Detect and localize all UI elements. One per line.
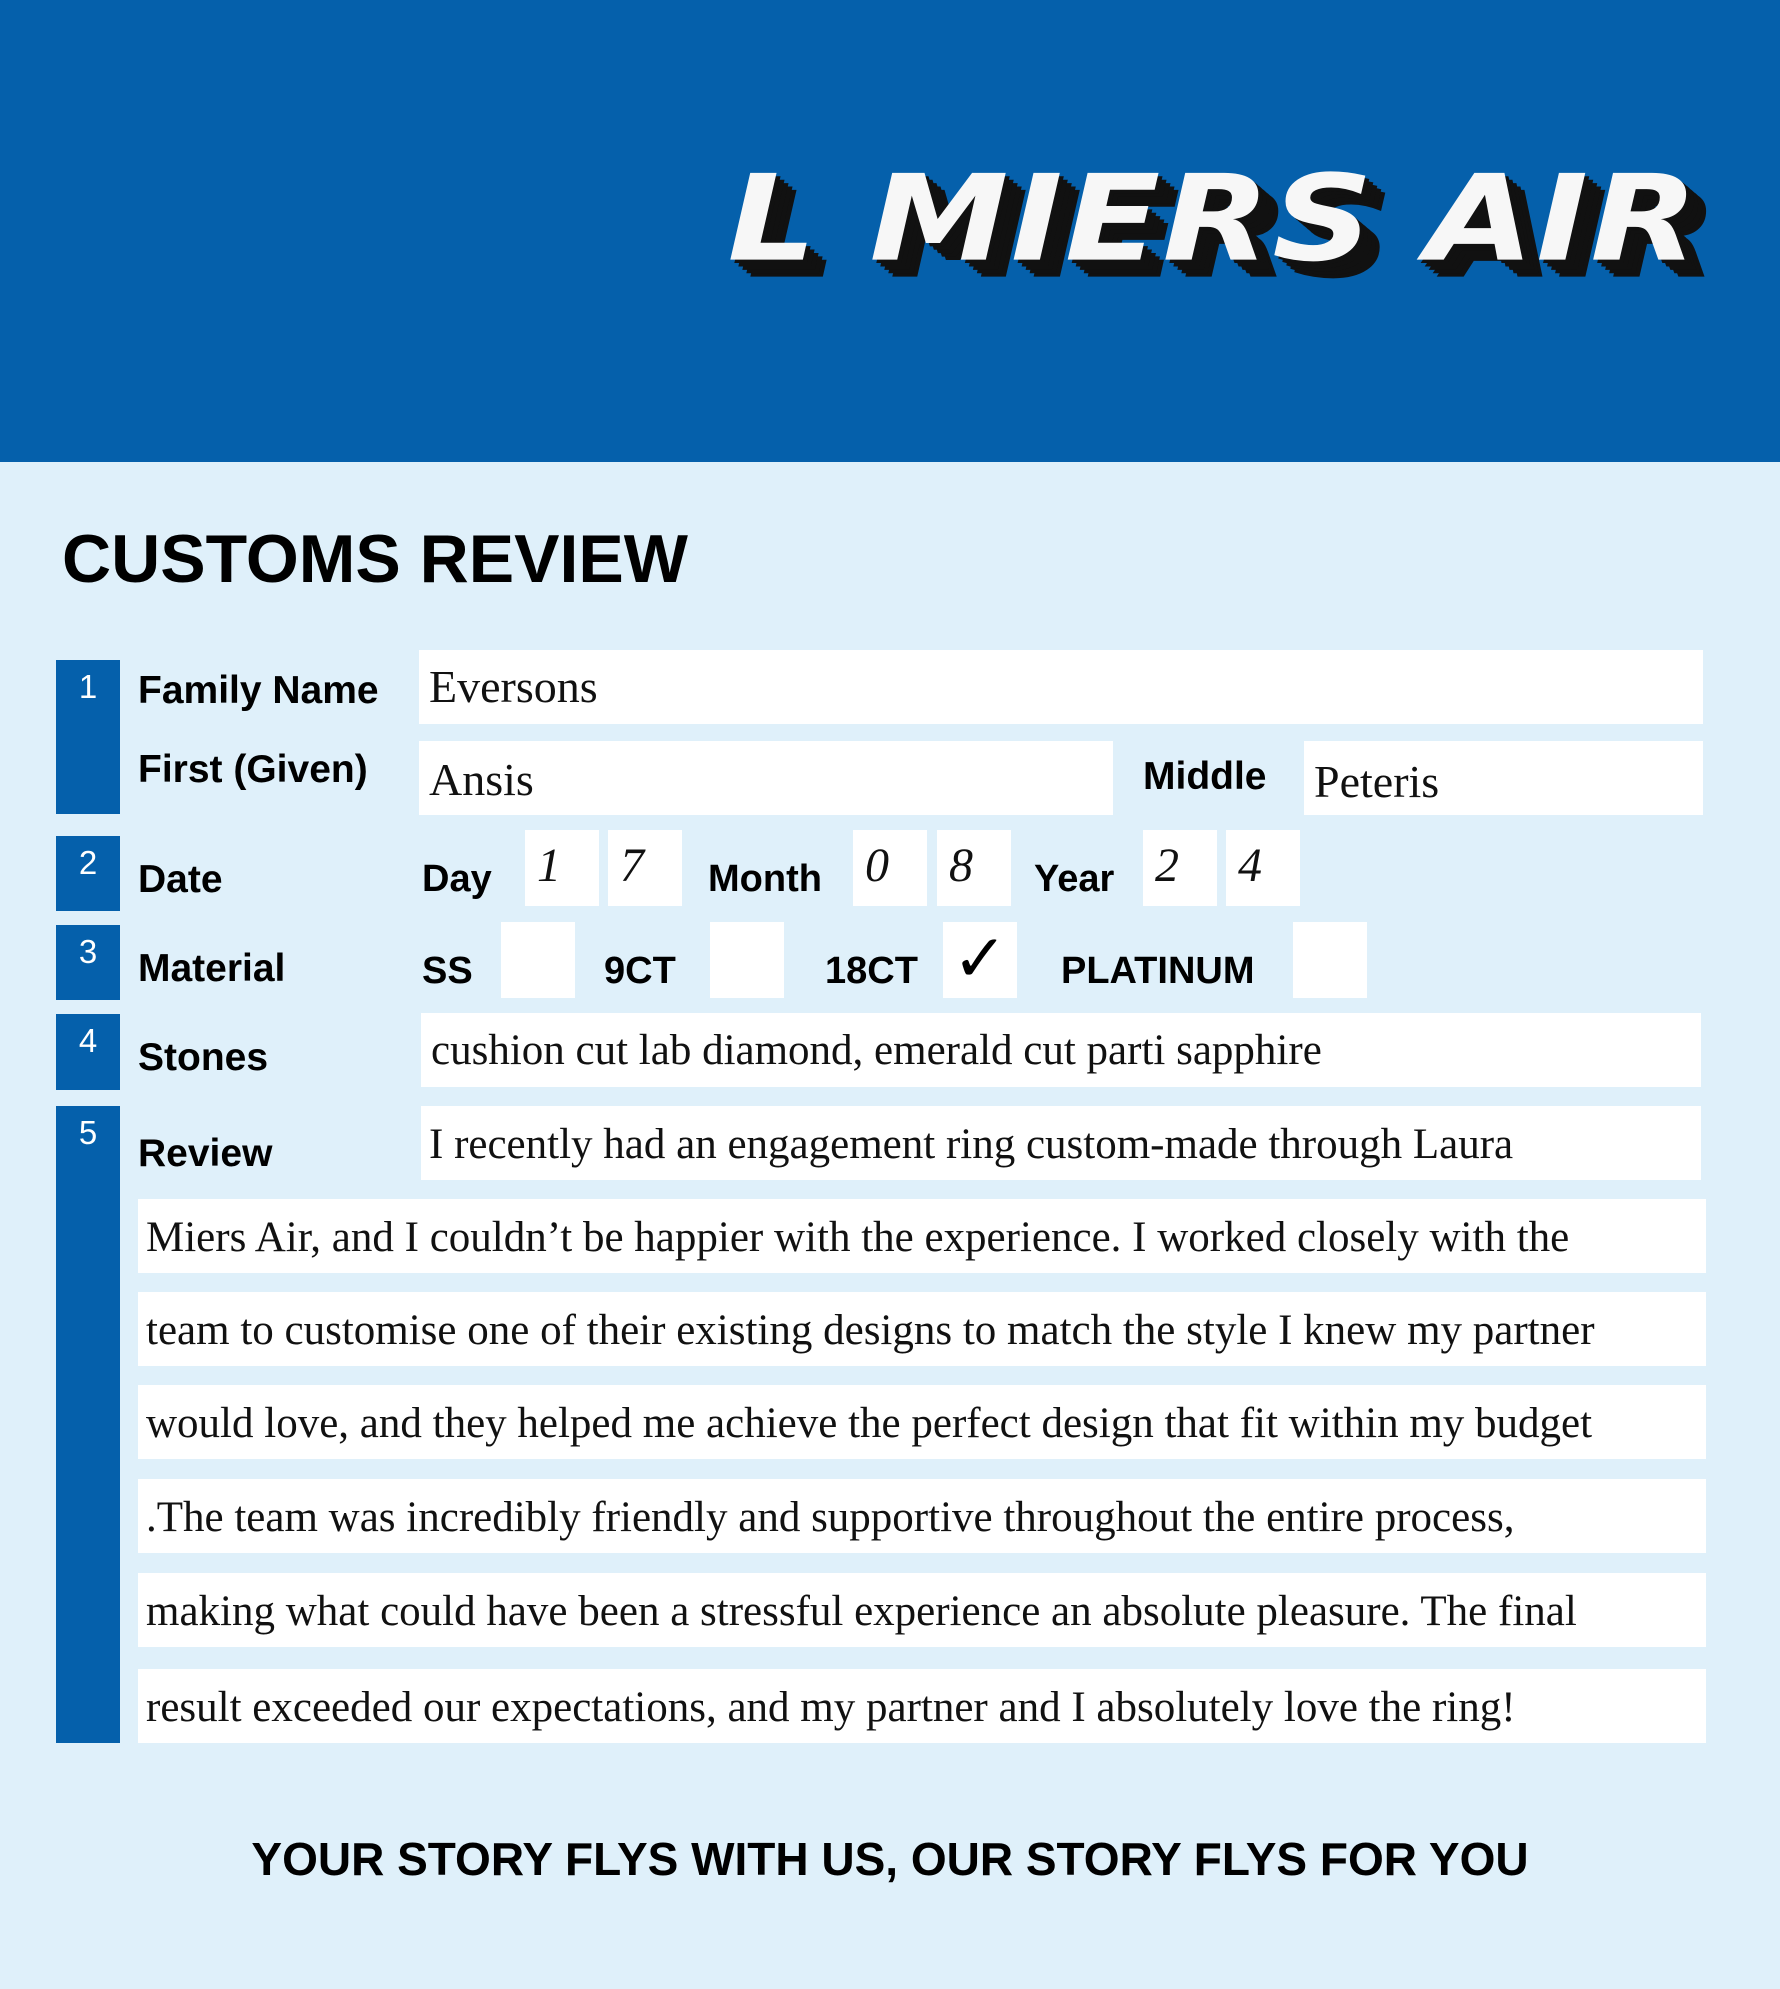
material-9ct-checkbox[interactable] bbox=[710, 922, 784, 998]
section-marker-2 bbox=[56, 836, 120, 911]
day-digit-1[interactable]: 1 bbox=[525, 830, 599, 906]
review-line[interactable]: result exceeded our expectations, and my partner and I absolutely love the ring! bbox=[138, 1669, 1706, 1743]
review-line[interactable]: team to customise one of their existing designs to match the style I knew my partner bbox=[138, 1292, 1706, 1366]
section-number: 3 bbox=[78, 933, 98, 970]
middle-name-field[interactable]: Peteris bbox=[1304, 741, 1703, 815]
day-label: Day bbox=[422, 858, 492, 900]
section-number: 2 bbox=[78, 844, 98, 881]
year-label: Year bbox=[1034, 858, 1115, 900]
review-line[interactable]: would love, and they helped me achieve the perfect design that fit within my budget bbox=[138, 1385, 1706, 1459]
material-label: Material bbox=[138, 947, 286, 990]
month-digit-1[interactable]: 0 bbox=[853, 830, 927, 906]
section-marker-3 bbox=[56, 925, 120, 1000]
footer-tagline: YOUR STORY FLYS WITH US, OUR STORY FLYS FOR YOU bbox=[251, 1833, 1529, 1885]
material-18ct-checkbox[interactable] bbox=[943, 922, 1017, 998]
material-ss-checkbox[interactable] bbox=[501, 922, 575, 998]
brand-logo: L MIERS AIR bbox=[727, 150, 1700, 289]
section-number: 4 bbox=[78, 1022, 98, 1059]
section-number: 5 bbox=[78, 1114, 98, 1151]
stones-label: Stones bbox=[138, 1036, 269, 1079]
review-line[interactable]: I recently had an engagement ring custom-made through Laura bbox=[421, 1106, 1701, 1180]
first-name-field[interactable]: Ansis bbox=[419, 741, 1113, 815]
material-platinum-checkbox[interactable] bbox=[1293, 922, 1367, 998]
material-option-9ct-label: 9CT bbox=[604, 950, 676, 992]
review-line[interactable]: Miers Air, and I couldn’t be happier with the experience. I worked closely with the bbox=[138, 1199, 1706, 1273]
review-line[interactable]: .The team was incredibly friendly and supportive throughout the entire process, bbox=[138, 1479, 1706, 1553]
review-line[interactable]: making what could have been a stressful experience an absolute pleasure. The final bbox=[138, 1573, 1706, 1647]
material-option-platinum-label: PLATINUM bbox=[1061, 950, 1255, 992]
material-option-18ct-label: 18CT bbox=[825, 950, 918, 992]
section-marker-1 bbox=[56, 660, 120, 814]
check-mark-icon: ✓ bbox=[952, 920, 1008, 997]
section-number: 1 bbox=[78, 668, 98, 705]
day-digit-2[interactable]: 7 bbox=[608, 830, 682, 906]
year-digit-1[interactable]: 2 bbox=[1143, 830, 1217, 906]
month-digit-2[interactable]: 8 bbox=[937, 830, 1011, 906]
stones-field[interactable]: cushion cut lab diamond, emerald cut parti sapphire bbox=[421, 1013, 1701, 1087]
month-label: Month bbox=[708, 858, 822, 900]
header-banner bbox=[0, 0, 1780, 462]
first-name-label: First (Given) bbox=[138, 748, 368, 791]
family-name-label: Family Name bbox=[138, 669, 379, 712]
date-label: Date bbox=[138, 858, 223, 901]
material-option-ss-label: SS bbox=[422, 950, 473, 992]
year-digit-2[interactable]: 4 bbox=[1226, 830, 1300, 906]
form-title: CUSTOMS REVIEW bbox=[62, 521, 688, 597]
family-name-field[interactable]: Eversons bbox=[419, 650, 1703, 724]
section-marker-5 bbox=[56, 1106, 120, 1743]
section-marker-4 bbox=[56, 1014, 120, 1090]
middle-name-label: Middle bbox=[1143, 755, 1267, 798]
review-label: Review bbox=[138, 1132, 273, 1175]
